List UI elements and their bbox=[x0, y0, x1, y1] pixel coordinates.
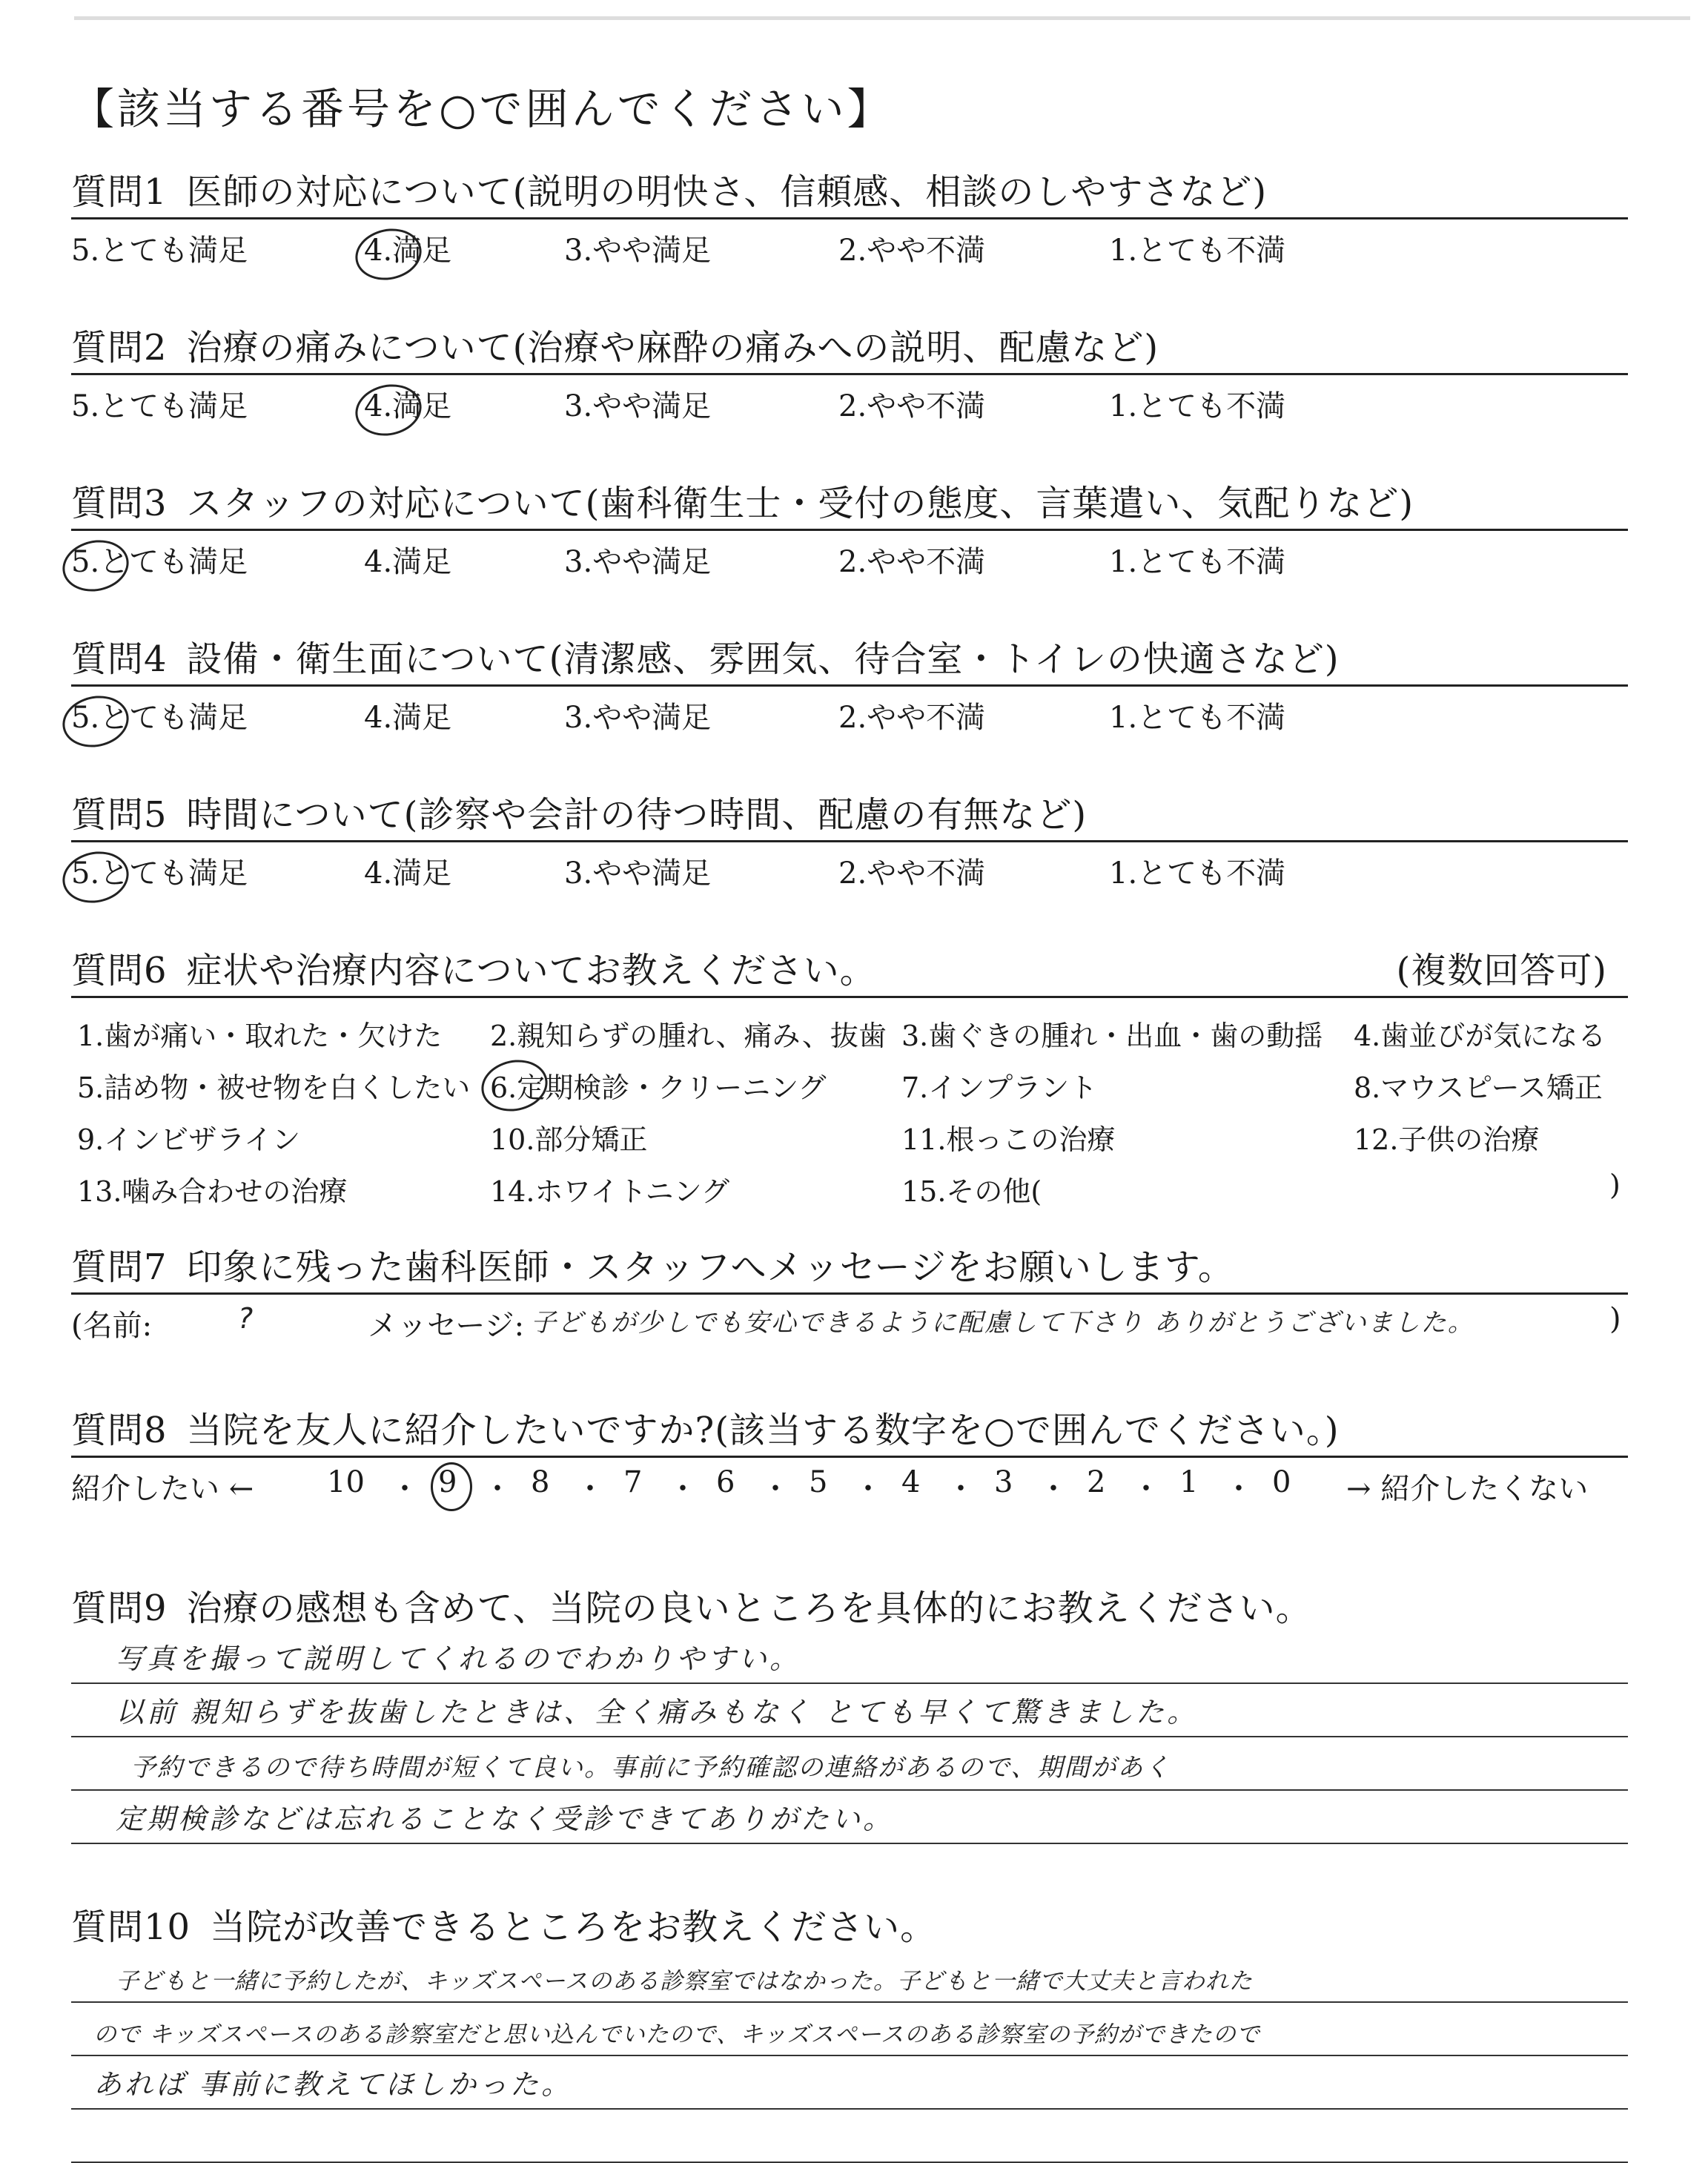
recommend-scale bbox=[71, 1458, 1628, 1506]
option-10[interactable]: 10.部分矯正 bbox=[490, 1123, 648, 1156]
question-9 bbox=[71, 1579, 1628, 1844]
option-13[interactable]: 13.噛み合わせの治療 bbox=[77, 1175, 348, 1208]
message-label: メッセージ: bbox=[368, 1309, 525, 1343]
name-value[interactable]: ? bbox=[238, 1302, 256, 1335]
scale-dot: ・ bbox=[1131, 1472, 1161, 1506]
scale-9-circled[interactable]: 9 bbox=[438, 1465, 457, 1499]
answer-line bbox=[71, 1737, 1628, 1791]
scale-dot: ・ bbox=[946, 1472, 976, 1506]
handwritten-answer[interactable]: ので キッズスペースのある診察室だと思い込んでいたので、キッズスペースのある診察室の予約ができたので bbox=[93, 2021, 1260, 2048]
question-number: 質問3 bbox=[71, 483, 168, 524]
choice-4-circled[interactable]: 4.満足 bbox=[364, 389, 452, 423]
choice-4-circled[interactable]: 4.満足 bbox=[364, 234, 452, 268]
choice-5-circled[interactable]: 5.とても満足 bbox=[71, 701, 248, 735]
choice-1[interactable]: 1.とても不満 bbox=[1109, 389, 1286, 423]
answer-line bbox=[71, 1684, 1628, 1737]
answer-line bbox=[71, 2003, 1628, 2056]
question-text: 症状や治療内容についてお教えください。 bbox=[186, 950, 876, 991]
question-10 bbox=[71, 1898, 1628, 2163]
question-text: 当院を友人に紹介したいですか?(該当する数字を○で囲んでください。) bbox=[186, 1410, 1340, 1451]
question-number: 質問7 bbox=[71, 1246, 168, 1288]
scale-dot: ・ bbox=[1224, 1472, 1254, 1506]
multiple-answers-note: (複数回答可) bbox=[1396, 950, 1607, 991]
scale-5[interactable]: 5 bbox=[809, 1465, 828, 1499]
choice-row bbox=[71, 687, 1628, 735]
answer-lines bbox=[71, 1631, 1628, 1844]
option-2[interactable]: 2.親知らずの腫れ、痛み、抜歯 bbox=[490, 1020, 887, 1052]
option-1[interactable]: 1.歯が痛い・取れた・欠けた bbox=[77, 1020, 443, 1052]
question-text: 設備・衛生面について(清潔感、雰囲気、待合室・トイレの快適さなど) bbox=[186, 638, 1340, 680]
choice-4[interactable]: 4.満足 bbox=[364, 701, 452, 735]
question-1 bbox=[71, 163, 1628, 268]
handwritten-answer[interactable]: 定期検診などは忘れることなく受診できてありがたい。 bbox=[116, 1803, 895, 1835]
scale-4[interactable]: 4 bbox=[901, 1465, 921, 1499]
option-7[interactable]: 7.インプラント bbox=[901, 1071, 1098, 1104]
choice-5-circled[interactable]: 5.とても満足 bbox=[71, 545, 248, 579]
option-12[interactable]: 12.子供の治療 bbox=[1354, 1123, 1540, 1156]
answer-lines bbox=[71, 1949, 1628, 2163]
option-9[interactable]: 9.インビザライン bbox=[77, 1123, 301, 1156]
scale-3[interactable]: 3 bbox=[994, 1465, 1013, 1499]
question-text: 時間について(診察や会計の待つ時間、配慮の有無など) bbox=[186, 794, 1088, 836]
choice-2[interactable]: 2.やや不満 bbox=[838, 545, 986, 579]
symptom-options bbox=[71, 998, 1628, 1206]
handwritten-answer[interactable]: あれば 事前に教えてほしかった。 bbox=[93, 2068, 573, 2101]
scale-7[interactable]: 7 bbox=[623, 1465, 643, 1499]
scale-2[interactable]: 2 bbox=[1087, 1465, 1106, 1499]
answer-line bbox=[71, 1791, 1628, 1844]
question-text: 当院が改善できるところをお教えください。 bbox=[210, 1906, 937, 1948]
choice-5[interactable]: 5.とても満足 bbox=[71, 234, 248, 268]
choice-1[interactable]: 1.とても不満 bbox=[1109, 545, 1286, 579]
choice-4[interactable]: 4.満足 bbox=[364, 545, 452, 579]
option-15[interactable]: 15.その他( bbox=[901, 1175, 1042, 1208]
scale-1[interactable]: 1 bbox=[1179, 1465, 1199, 1499]
question-5 bbox=[71, 786, 1628, 891]
option-11[interactable]: 11.根っこの治療 bbox=[901, 1123, 1116, 1156]
scale-dot: ・ bbox=[853, 1472, 883, 1506]
question-8 bbox=[71, 1401, 1628, 1506]
scale-dot: ・ bbox=[1039, 1472, 1068, 1506]
scale-10[interactable]: 10 bbox=[327, 1465, 365, 1499]
scale-dot: ・ bbox=[390, 1472, 420, 1506]
question-number: 質問5 bbox=[71, 794, 168, 836]
question-6 bbox=[71, 942, 1628, 1206]
choice-row bbox=[71, 375, 1628, 423]
choice-3[interactable]: 3.やや満足 bbox=[564, 234, 712, 268]
question-number: 質問9 bbox=[71, 1588, 168, 1629]
choice-row bbox=[71, 219, 1628, 268]
question-number: 質問6 bbox=[71, 950, 168, 991]
scale-dot: ・ bbox=[668, 1472, 698, 1506]
choice-1[interactable]: 1.とても不満 bbox=[1109, 856, 1286, 891]
question-number: 質問4 bbox=[71, 638, 168, 680]
scale-dot: ・ bbox=[483, 1472, 512, 1506]
option-4[interactable]: 4.歯並びが気になる bbox=[1354, 1020, 1606, 1052]
choice-3[interactable]: 3.やや満足 bbox=[564, 856, 712, 891]
option-6-circled[interactable]: 6.定期検診・クリーニング bbox=[490, 1065, 827, 1106]
answer-line bbox=[71, 1949, 1628, 2003]
message-close: ) bbox=[1609, 1302, 1621, 1336]
scale-8[interactable]: 8 bbox=[531, 1465, 550, 1499]
choice-2[interactable]: 2.やや不満 bbox=[838, 701, 986, 735]
choice-5[interactable]: 5.とても満足 bbox=[71, 389, 248, 423]
choice-3[interactable]: 3.やや満足 bbox=[564, 545, 712, 579]
question-4 bbox=[71, 630, 1628, 735]
question-2 bbox=[71, 319, 1628, 423]
question-number: 質問1 bbox=[71, 171, 168, 213]
answer-line bbox=[71, 2056, 1628, 2110]
message-value[interactable]: 子どもが少しでも安心できるように配慮して下さり ありがとうございました。 bbox=[531, 1308, 1474, 1338]
question-text: 医師の対応について(説明の明快さ、信頼感、相談のしやすさなど) bbox=[186, 171, 1268, 213]
choice-2[interactable]: 2.やや不満 bbox=[838, 856, 986, 891]
handwritten-answer[interactable]: 子どもと一緒に予約したが、キッズスペースのある診察室ではなかった。子どもと一緒で大丈夫と言われた bbox=[116, 1968, 1253, 1995]
choice-row bbox=[71, 842, 1628, 891]
choice-3[interactable]: 3.やや満足 bbox=[564, 701, 712, 735]
choice-3[interactable]: 3.やや満足 bbox=[564, 389, 712, 423]
name-label: (名前: bbox=[71, 1309, 153, 1343]
option-14[interactable]: 14.ホワイトニング bbox=[490, 1175, 730, 1208]
scale-right-label: → 紹介したくない bbox=[1346, 1472, 1589, 1506]
choice-2[interactable]: 2.やや不満 bbox=[838, 389, 986, 423]
scale-left-label: 紹介したい ← bbox=[71, 1472, 254, 1506]
scale-6[interactable]: 6 bbox=[716, 1465, 735, 1499]
page-title: 【該当する番号を○で囲んでください】 bbox=[71, 84, 893, 134]
option-8[interactable]: 8.マウスピース矯正 bbox=[1354, 1071, 1603, 1104]
scale-dot: ・ bbox=[761, 1472, 790, 1506]
question-7 bbox=[71, 1238, 1628, 1347]
choice-4[interactable]: 4.満足 bbox=[364, 856, 452, 891]
question-number: 質問10 bbox=[71, 1906, 191, 1948]
question-text: 印象に残った歯科医師・スタッフへメッセージをお願いします。 bbox=[186, 1246, 1234, 1288]
handwritten-answer[interactable]: 写真を撮って説明してくれるのでわかりやすい。 bbox=[116, 1642, 801, 1675]
handwritten-answer[interactable]: 予約できるので待ち時間が短くて良い。事前に予約確認の連絡があるので、期間があく bbox=[130, 1753, 1171, 1783]
choice-row bbox=[71, 531, 1628, 579]
question-number: 質問2 bbox=[71, 327, 168, 369]
message-row bbox=[71, 1295, 1628, 1347]
choice-5-circled[interactable]: 5.とても満足 bbox=[71, 856, 248, 891]
question-text: 治療の感想も含めて、当院の良いところを具体的にお教えください。 bbox=[186, 1588, 1312, 1629]
choice-2[interactable]: 2.やや不満 bbox=[838, 234, 986, 268]
option-5[interactable]: 5.詰め物・被せ物を白くしたい bbox=[77, 1071, 471, 1104]
handwritten-answer[interactable]: 以前 親知らずを抜歯したときは、全く痛みもなく とても早くて驚きました。 bbox=[116, 1696, 1199, 1728]
question-text: 治療の痛みについて(治療や麻酔の痛みへの説明、配慮など) bbox=[186, 327, 1159, 369]
answer-line bbox=[71, 2110, 1628, 2163]
scale-dot: ・ bbox=[575, 1472, 605, 1506]
answer-line bbox=[71, 1631, 1628, 1684]
option-3[interactable]: 3.歯ぐきの腫れ・出血・歯の動揺 bbox=[901, 1020, 1323, 1052]
option-15-close: ) bbox=[1609, 1169, 1621, 1201]
question-number: 質問8 bbox=[71, 1410, 168, 1451]
scale-0[interactable]: 0 bbox=[1272, 1465, 1291, 1499]
question-text: スタッフの対応について(歯科衛生士・受付の態度、言葉遣い、気配りなど) bbox=[186, 483, 1414, 524]
choice-1[interactable]: 1.とても不満 bbox=[1109, 234, 1286, 268]
top-rule bbox=[74, 16, 1690, 20]
choice-1[interactable]: 1.とても不満 bbox=[1109, 701, 1286, 735]
question-3 bbox=[71, 475, 1628, 579]
